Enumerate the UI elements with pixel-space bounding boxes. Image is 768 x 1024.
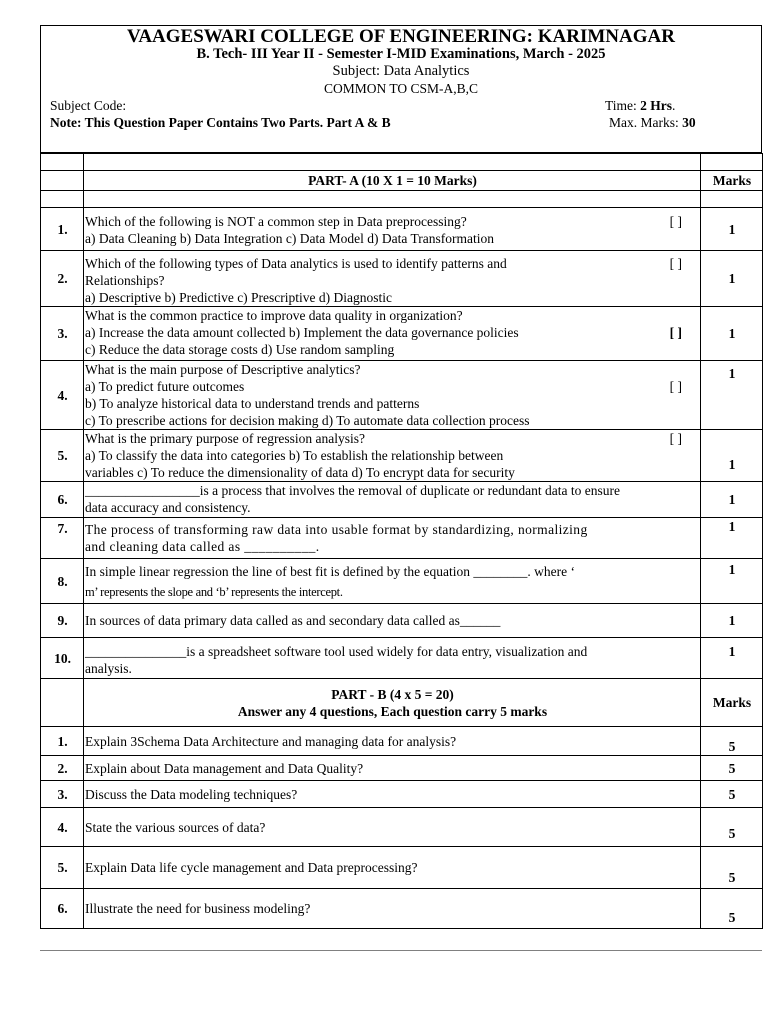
question-row bbox=[41, 361, 763, 430]
question-row bbox=[41, 727, 763, 756]
note-line: Note: This Question Paper Contains Two Parts. Part A & B bbox=[50, 115, 391, 130]
question-marks: 1 bbox=[701, 482, 763, 518]
question-text: The process of transforming raw data into usable format by standardizing, normalizing and cleaning data called as __________. bbox=[84, 518, 701, 559]
question-row bbox=[41, 604, 763, 638]
question-number: 6. bbox=[41, 482, 84, 518]
question-number: 3. bbox=[41, 781, 84, 808]
question-table bbox=[40, 153, 763, 929]
question-text: Which of the following types of Data analytics is used to identify patterns and [ ] Relationships? a) Descriptive b) Predictive c) Prescriptive d) Diagnostic bbox=[84, 251, 701, 307]
subject-code: Subject Code: bbox=[50, 98, 127, 113]
question-row bbox=[41, 638, 763, 679]
question-marks: 5 bbox=[701, 889, 763, 929]
question-number: 2. bbox=[41, 251, 84, 307]
question-number: 5. bbox=[41, 847, 84, 889]
max-marks: Max. Marks: 30 bbox=[609, 115, 696, 130]
question-marks: 1 bbox=[701, 604, 763, 638]
question-text: What is the main purpose of Descriptive analytics? a) To predict future outcomes [ ] b) To analyze historical data to understand trends and patterns c) To prescribe actions for decision making d) To automate data collection process bbox=[84, 361, 701, 430]
answer-bracket: [ ] bbox=[669, 379, 682, 394]
question-row bbox=[41, 781, 763, 808]
question-row bbox=[41, 307, 763, 361]
answer-bracket: [ ] bbox=[669, 431, 682, 446]
question-marks: 1 bbox=[701, 430, 763, 482]
question-number: 1. bbox=[41, 208, 84, 251]
question-row bbox=[41, 482, 763, 518]
question-number: 4. bbox=[41, 361, 84, 430]
question-number: 2. bbox=[41, 756, 84, 781]
question-number: 8. bbox=[41, 559, 84, 604]
question-row bbox=[41, 808, 763, 847]
footer-rule bbox=[40, 950, 762, 951]
exam-title: B. Tech- III Year II - Semester I-MID Examinations, March - 2025 bbox=[196, 46, 606, 62]
answer-bracket: [ ] bbox=[669, 325, 682, 340]
answer-bracket: [ ] bbox=[669, 256, 682, 271]
question-text: Explain 3Schema Data Architecture and managing data for analysis? bbox=[84, 727, 701, 756]
question-number: 4. bbox=[41, 808, 84, 847]
question-row bbox=[41, 756, 763, 781]
time-info: Time: 2 Hrs. bbox=[605, 98, 676, 113]
question-number: 1. bbox=[41, 727, 84, 756]
question-number: 3. bbox=[41, 307, 84, 361]
question-marks: 1 bbox=[701, 208, 763, 251]
question-marks: 1 bbox=[701, 307, 763, 361]
question-marks: 1 bbox=[701, 559, 763, 604]
question-number: 10. bbox=[41, 638, 84, 679]
question-text: Explain Data life cycle management and Data preprocessing? bbox=[84, 847, 701, 889]
question-text: In sources of data primary data called as and secondary data called as______ bbox=[84, 604, 701, 638]
question-row bbox=[41, 889, 763, 929]
part-a-heading: PART- A (10 X 1 = 10 Marks) bbox=[84, 171, 701, 191]
question-marks: 1 bbox=[701, 251, 763, 307]
question-text: In simple linear regression the line of best fit is defined by the equation ________. where ‘ m’ represents the slope and ‘b’ represents the intercept. bbox=[84, 559, 701, 604]
question-text: Which of the following is NOT a common step in Data preprocessing? [ ] a) Data Cleaning b) Data Integration c) Data Model d) Data Transformation bbox=[84, 208, 701, 251]
marks-header: Marks bbox=[701, 171, 763, 191]
question-marks: 5 bbox=[701, 756, 763, 781]
question-number: 9. bbox=[41, 604, 84, 638]
question-row bbox=[41, 518, 763, 559]
question-text: What is the common practice to improve data quality in organization? a) Increase the data amount collected b) Implement the data governance policies [ ] c) Reduce the data storage costs d) Use random sampling bbox=[84, 307, 701, 361]
question-number: 6. bbox=[41, 889, 84, 929]
answer-bracket: [ ] bbox=[669, 214, 682, 229]
question-text: Explain about Data management and Data Quality? bbox=[84, 756, 701, 781]
question-row bbox=[41, 430, 763, 482]
question-marks: 1 bbox=[701, 361, 763, 430]
question-text: _________________is a process that involves the removal of duplicate or redundant data to ensure data accuracy and consistency. bbox=[84, 482, 701, 518]
question-text: What is the primary purpose of regression analysis? [ ] a) To classify the data into categories b) To establish the relationship between variables c) To reduce the dimensionality of data d) To encrypt data for security bbox=[84, 430, 701, 482]
part-b-heading: PART - B (4 x 5 = 20) Answer any 4 questions, Each question carry 5 marks bbox=[84, 679, 701, 727]
question-marks: 5 bbox=[701, 808, 763, 847]
question-text: Discuss the Data modeling techniques? bbox=[84, 781, 701, 808]
question-marks: 5 bbox=[701, 727, 763, 756]
question-row bbox=[41, 559, 763, 604]
question-marks: 5 bbox=[701, 847, 763, 889]
question-marks: 5 bbox=[701, 781, 763, 808]
question-number: 5. bbox=[41, 430, 84, 482]
question-row bbox=[41, 208, 763, 251]
question-marks: 1 bbox=[701, 518, 763, 559]
question-text: State the various sources of data? bbox=[84, 808, 701, 847]
common-to-line: COMMON TO CSM-A,B,C bbox=[323, 81, 479, 96]
subject-line: Subject: Data Analytics bbox=[332, 63, 470, 79]
question-row bbox=[41, 847, 763, 889]
question-text: Illustrate the need for business modeling? bbox=[84, 889, 701, 929]
question-marks: 1 bbox=[701, 638, 763, 679]
paper-header bbox=[40, 25, 762, 153]
question-text: _______________is a spreadsheet software tool used widely for data entry, visualization and analysis. bbox=[84, 638, 701, 679]
question-number: 7. bbox=[41, 518, 84, 559]
college-name: VAAGESWARI COLLEGE OF ENGINEERING: KARIMNAGAR bbox=[127, 26, 675, 47]
marks-header: Marks bbox=[701, 679, 763, 727]
question-row bbox=[41, 251, 763, 307]
